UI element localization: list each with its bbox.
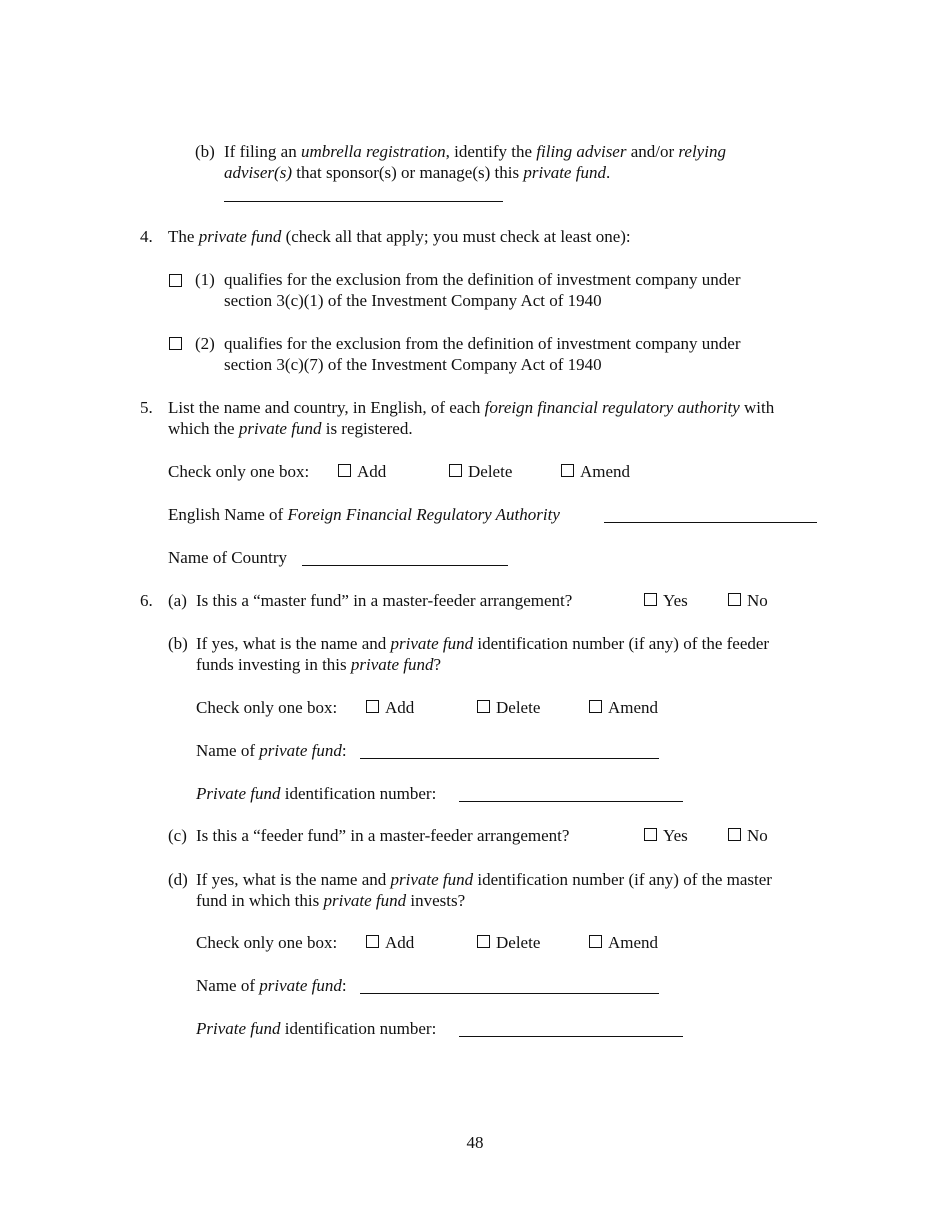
- q5-add-checkbox[interactable]: [338, 464, 351, 477]
- q6d-line1: If yes, what is the name and private fund identification number (if any) of the master: [196, 870, 772, 889]
- q5-add-option[interactable]: Add: [338, 461, 386, 483]
- q4-option2-label: (2): [195, 334, 215, 353]
- q5-delete-option[interactable]: Delete: [449, 461, 512, 483]
- page-number: 48: [466, 1133, 484, 1152]
- q4-number: 4.: [140, 227, 153, 246]
- q6b-name-label: Name of private fund:: [196, 741, 347, 760]
- q4-option2-line2: section 3(c)(7) of the Investment Company Act of 1940: [224, 355, 602, 374]
- q4-option2-line1: qualifies for the exclusion from the definition of investment company under: [224, 334, 741, 353]
- q6c-no-option[interactable]: No: [728, 825, 768, 847]
- q6d-name-field[interactable]: [360, 993, 659, 994]
- q6b-name-field[interactable]: [360, 758, 659, 759]
- q6c-question: Is this a “feeder fund” in a master-feeder arrangement?: [196, 826, 570, 845]
- q6b-add-option[interactable]: Add: [366, 697, 414, 719]
- q5-country-field[interactable]: [302, 565, 508, 566]
- q4-option1-line2: section 3(c)(1) of the Investment Company Act of 1940: [224, 291, 602, 310]
- q6b-amend-checkbox[interactable]: [589, 700, 602, 713]
- q6d-delete-option[interactable]: Delete: [477, 932, 540, 954]
- q6d-delete-checkbox[interactable]: [477, 935, 490, 948]
- q4-option1-label: (1): [195, 270, 215, 289]
- q6b-id-field[interactable]: [459, 801, 683, 802]
- q6b-line1: If yes, what is the name and private fund identification number (if any) of the feeder: [196, 634, 770, 653]
- q5-amend-checkbox[interactable]: [561, 464, 574, 477]
- q3b-line1: If filing an umbrella registration, identify the filing adviser and/or relying: [224, 142, 726, 161]
- q6c-label: (c): [168, 826, 187, 845]
- q6d-id-field[interactable]: [459, 1036, 683, 1037]
- q6b-delete-option[interactable]: Delete: [477, 697, 540, 719]
- q6b-check-label: Check only one box:: [196, 698, 338, 717]
- q5-authority-field[interactable]: [604, 522, 817, 523]
- q3b-answer-field[interactable]: [224, 201, 503, 202]
- q3b-label: (b): [195, 142, 215, 161]
- q6d-amend-checkbox[interactable]: [589, 935, 602, 948]
- q5-delete-checkbox[interactable]: [449, 464, 462, 477]
- q5-amend-option[interactable]: Amend: [561, 461, 630, 483]
- q6a-label: (a): [168, 591, 187, 610]
- q6d-check-label: Check only one box:: [196, 933, 338, 952]
- q3b-line2: adviser(s) that sponsor(s) or manage(s) this private fund.: [224, 163, 611, 182]
- q5-authority-label: English Name of Foreign Financial Regulatory Authority: [168, 505, 560, 524]
- q5-country-label: Name of Country: [168, 548, 287, 567]
- q6d-amend-option[interactable]: Amend: [589, 932, 658, 954]
- q6d-id-label: Private fund identification number:: [196, 1019, 437, 1038]
- q6d-label: (d): [168, 870, 188, 889]
- q5-line1: List the name and country, in English, of each foreign financial regulatory authority with: [168, 398, 775, 417]
- q5-line2: which the private fund is registered.: [168, 419, 413, 438]
- q6b-amend-option[interactable]: Amend: [589, 697, 658, 719]
- q6b-label: (b): [168, 634, 188, 653]
- q4-prompt: The private fund (check all that apply; you must check at least one):: [168, 227, 631, 246]
- q6c-yes-option[interactable]: Yes: [644, 825, 688, 847]
- q6a-yes-option[interactable]: Yes: [644, 590, 688, 612]
- q6a-no-option[interactable]: No: [728, 590, 768, 612]
- q6b-line2: funds investing in this private fund?: [196, 655, 442, 674]
- q6c-yes-checkbox[interactable]: [644, 828, 657, 841]
- q5-check-label: Check only one box:: [168, 462, 310, 481]
- q6-number: 6.: [140, 591, 153, 610]
- q6d-name-label: Name of private fund:: [196, 976, 347, 995]
- q6b-id-label: Private fund identification number:: [196, 784, 437, 803]
- q5-number: 5.: [140, 398, 153, 417]
- q6a-yes-checkbox[interactable]: [644, 593, 657, 606]
- q4-option1-checkbox[interactable]: [169, 274, 182, 287]
- q4-option1-line1: qualifies for the exclusion from the definition of investment company under: [224, 270, 741, 289]
- q6c-no-checkbox[interactable]: [728, 828, 741, 841]
- q6a-no-checkbox[interactable]: [728, 593, 741, 606]
- q6d-add-checkbox[interactable]: [366, 935, 379, 948]
- q4-option2-checkbox[interactable]: [169, 337, 182, 350]
- q6d-line2: fund in which this private fund invests?: [196, 891, 466, 910]
- q6b-add-checkbox[interactable]: [366, 700, 379, 713]
- q6b-delete-checkbox[interactable]: [477, 700, 490, 713]
- q6a-question: Is this a “master fund” in a master-feeder arrangement?: [196, 591, 573, 610]
- q6d-add-option[interactable]: Add: [366, 932, 414, 954]
